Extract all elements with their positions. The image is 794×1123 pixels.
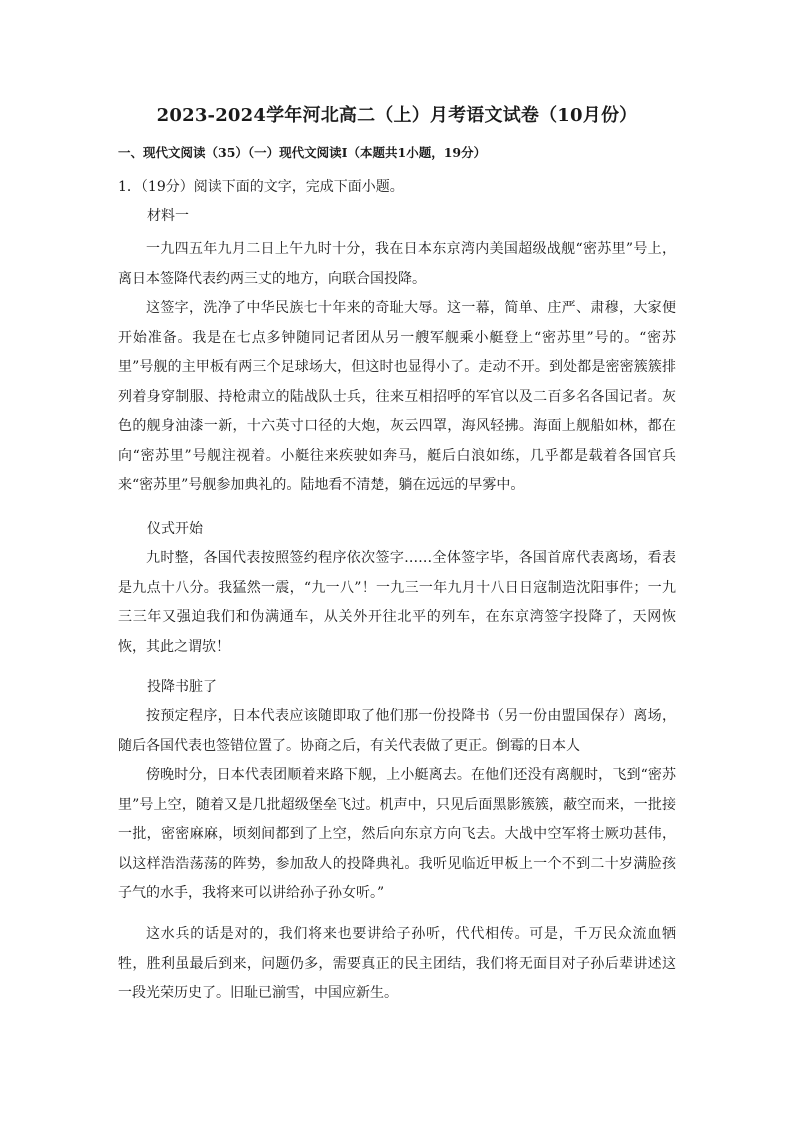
subhead-ceremony: 仪式开始 [147, 521, 203, 537]
section-heading: 一、现代文阅读（35）（一）现代文阅读Ⅰ（本题共1小题，19分） [118, 145, 487, 160]
paragraph-5: 傍晚时分，日本代表团顺着来路下舰，上小艇离去。在他们还没有离舰时，飞到“密苏里”号上空，随着又是几批超级堡垒飞过。机声中，只见后面黑影簇簇，蔽空而来，一批接一批，密密麻麻，顷刻间都到了上空，然后向东京方向飞去。大战中空军将士厥功甚伟，以这样浩浩荡荡的阵势，参加敌人的投降典礼。我听见临近甲板上一个不到二十岁满脸孩子气的水手，我将来可以讲给孙子孙女听。” [118, 767, 676, 901]
paragraph-1: 一九四五年九月二日上午九时十分，我在日本东京湾内美国超级战舰“密苏里”号上，离日本签降代表约两三丈的地方，向联合国投降。 [118, 241, 676, 287]
exam-title: 2023-2024学年河北高二（上）月考语文试卷（10月份） [156, 105, 638, 126]
subhead-dirty: 投降书脏了 [147, 679, 217, 695]
material-label: 材料一 [147, 208, 189, 224]
paragraph-3: 九时整，各国代表按照签约程序依次签字……全体签字毕，各国首席代表离场，看表是九点十八分。我猛然一震，“九一八”！一九三一年九月十八日日寇制造沈阳事件；一九三三年又强迫我们和伪满通车，从关外开往北平的列车，在东京湾签字投降了，天网恢恢，其此之谓欤！ [118, 550, 676, 655]
question-intro: 1．（19分）阅读下面的文字，完成下面小题。 [118, 179, 404, 195]
paragraph-6: 这水兵的话是对的，我们将来也要讲给子孙听，代代相传。可是，千万民众流血牺牲，胜利虽最后到来，问题仍多，需要真正的民主团结，我们将无面目对子孙后辈讲述这一段光荣历史了。旧耻已湔雪，中国应新生。 [118, 926, 676, 1001]
paragraph-4: 按预定程序，日本代表应该随即取了他们那一份投降书（另一份由盟国保存）离场，随后各国代表也签错位置了。协商之后，有关代表做了更正。倒霉的日本人 [118, 708, 676, 754]
paragraph-2: 这签字，洗净了中华民族七十年来的奇耻大辱。这一幕，简单、庄严、肃穆，大家便开始准备。我是在七点多钟随同记者团从另一艘军舰乘小艇登上“密苏里”号的。“密苏里”号舰的主甲板有两三个足球场大，但这时也显得小了。走动不开。到处都是密密簇簇排列着身穿制服、持枪肃立的陆战队士兵，往来互相招呼的军官以及二百多名各国记者。灰色的舰身油漆一新，十六英寸口径的大炮，灰云四罩，海风轻拂。海面上舰船如林，都在向“密苏里”号舰注视着。小艇往来疾驶如奔马，艇后白浪如练，几乎都是载着各国官兵来“密苏里”号舰参加典礼的。陆地看不清楚，躺在远远的早雾中。 [118, 300, 676, 493]
